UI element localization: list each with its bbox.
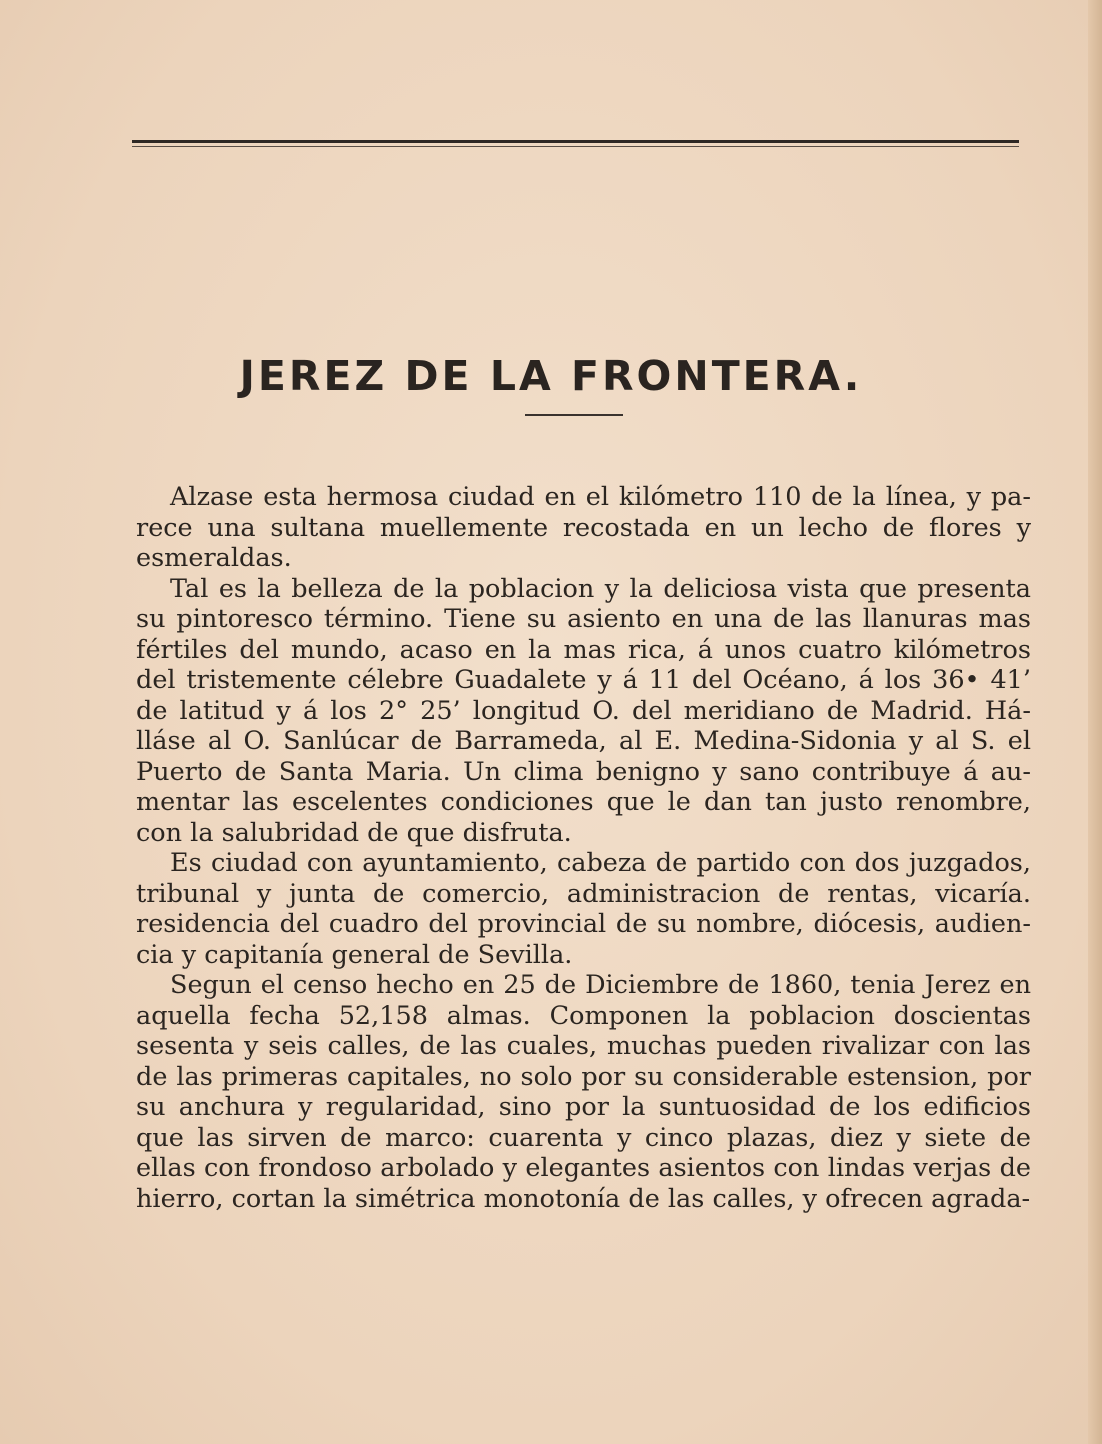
header-rule-thin xyxy=(132,146,1019,147)
page-edge xyxy=(1088,0,1102,1444)
paragraph: Segun el censo hecho en 25 de Diciembre de 1860, tenia Jerez en aquella fecha 52,158 almas. Componen la poblacion doscientas sesenta y seis calles, de las cuales, muchas pueden rivalizar con las de las primeras capitales, no solo por su considerable estension, por su anchura y regularidad, sino por la suntuosidad de los edificios que las sirven de marco: cuarenta y cinco plazas, diez y siete de ellas con frondoso arbolado y elegantes asientos con lindas verjas de hierro, cortan la simétrica monotonía de las calles, y ofrecen agrada- xyxy=(136,970,1031,1214)
paragraph: Alzase esta hermosa ciudad en el kilómetro 110 de la línea, y pa-rece una sultana muellemente recostada en un lecho de flores y esmeraldas. xyxy=(136,482,1031,573)
paragraph: Tal es la belleza de la poblacion y la deliciosa vista que presenta su pintoresco término. Tiene su asiento en una de las llanuras mas fértiles del mundo, acaso en la mas rica, á unos cuatro kilómetros del tristemente célebre Guadalete y á 11 del Océano, á los 36• 41’ de latitud y á los 2° 25’ longitud O. del meridiano de Madrid. Há-lláse al O. Sanlúcar de Barrameda, al E. Medina-Sidonia y al S. el Puerto de Santa Maria. Un clima benigno y sano contribuye á au-mentar las escelentes condiciones que le dan tan justo renombre, con la salubridad de que disfruta. xyxy=(136,573,1031,848)
body-text xyxy=(136,482,1031,1214)
paragraph: Es ciudad con ayuntamiento, cabeza de partido con dos juzgados, tribunal y junta de comercio, administracion de rentas, vicaría. residencia del cuadro del provincial de su nombre, diócesis, audien-cia y capitanía general de Sevilla. xyxy=(136,848,1031,970)
title-underline xyxy=(525,414,623,416)
header-rule xyxy=(132,140,1019,143)
page-title: JEREZ DE LA FRONTERA. xyxy=(239,352,863,400)
